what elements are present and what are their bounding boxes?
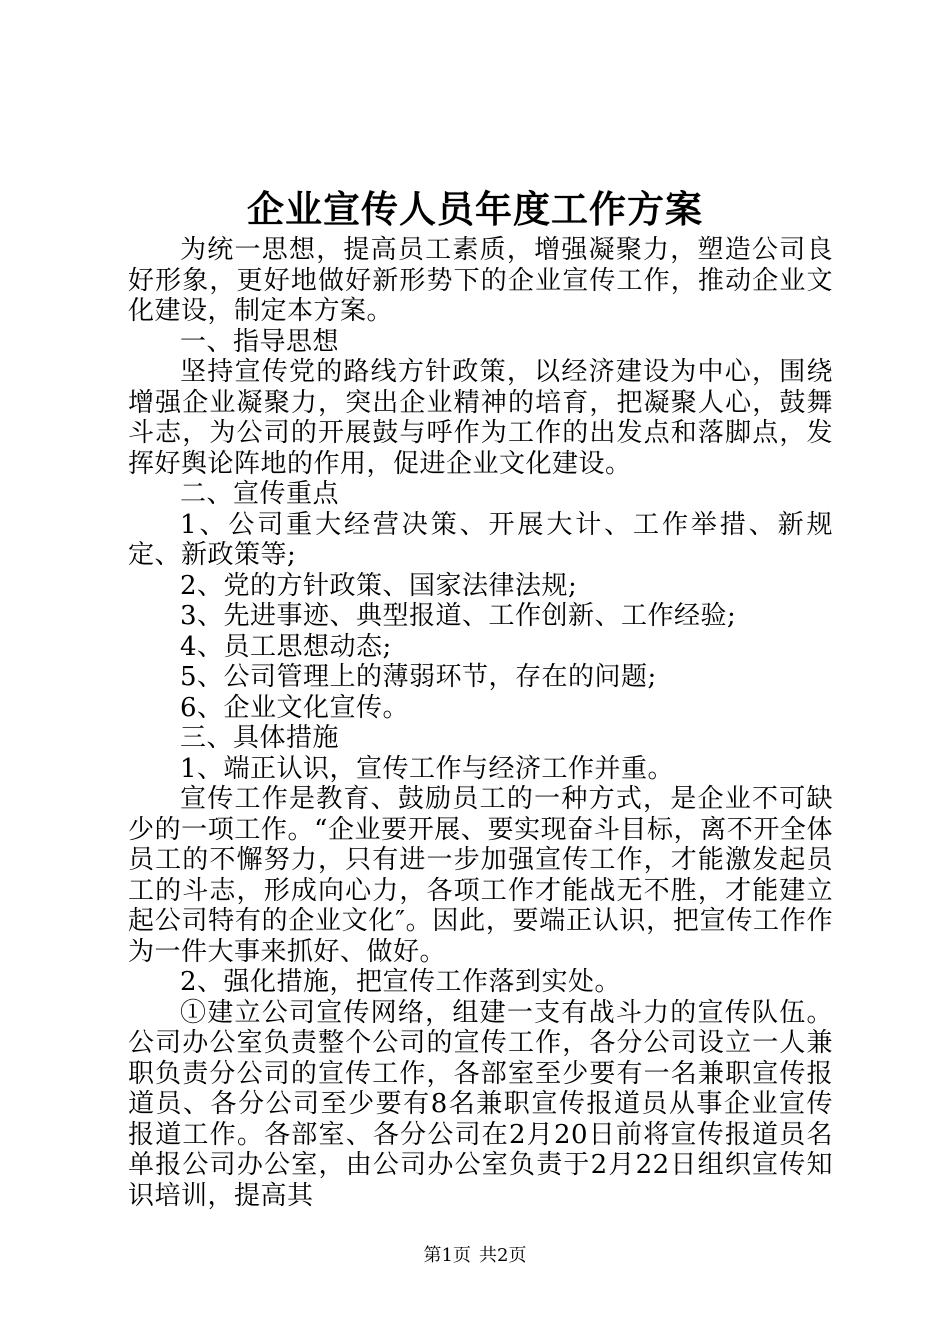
intro-paragraph: 为统一思想，提高员工素质，增强凝聚力，塑造公司良好形象，更好地做好新形势下的企业宣传工作，推动企业文化建设，制定本方案。 bbox=[128, 235, 833, 326]
measure-1-heading: 1、端正认识，宣传工作与经济工作并重。 bbox=[180, 753, 675, 784]
measure-2-paragraph: ①建立公司宣传网络，组建一支有战斗力的宣传队伍。公司办公室负责整个公司的宣传工作，各分公司设立一人兼职负责分公司的宣传工作，各部室至少要有一名兼职宣传报道员、各分公司至少要有8名兼职宣传报道员从事企业宣传报道工作。各部室、各分公司在2月20日前将宣传报道员名单报公司办公室，由公司办公室负责于2月22日组织宣传知识培训，提高其 bbox=[128, 997, 833, 1211]
section-heading-specific-measures: 三、具体措施 bbox=[180, 723, 340, 753]
page-footer bbox=[0, 1244, 950, 1268]
page-number: 第1页 bbox=[423, 1245, 471, 1266]
document-title: 企业宣传人员年度工作方案 bbox=[247, 187, 703, 231]
measure-2-heading: 2、强化措施，把宣传工作落到实处。 bbox=[180, 967, 622, 997]
focus-item-4: 4、员工思想动态; bbox=[180, 631, 392, 662]
guiding-ideology-paragraph: 坚持宣传党的路线方针政策，以经济建设为中心，围绕增强企业凝聚力，突出企业精神的培育，把凝聚人心，鼓舞斗志，为公司的开展鼓与呼作为工作的出发点和落脚点，发挥好舆论阵地的作用，促进企业文化建设。 bbox=[128, 357, 833, 479]
page-total: 共2页 bbox=[479, 1245, 527, 1266]
measure-1-paragraph: 宣传工作是教育、鼓励员工的一种方式，是企业不可缺少的一项工作。“企业要开展、要实现奋斗目标，离不开全体员工的不懈努力，只有进一步加强宣传工作，才能激发起员工的斗志，形成向心力，各项工作才能战无不胜，才能建立起公司特有的企业文化″。因此，要端正认识，把宣传工作作为一件大事来抓好、做好。 bbox=[128, 784, 833, 967]
focus-item-6: 6、企业文化宣传。 bbox=[180, 692, 410, 723]
focus-item-2: 2、党的方针政策、国家法律法规; bbox=[180, 570, 578, 601]
focus-item-3: 3、先进事迹、典型报道、工作创新、工作经验; bbox=[180, 601, 737, 631]
focus-item-5: 5、公司管理上的薄弱环节，存在的问题; bbox=[180, 662, 657, 692]
section-heading-guiding-ideology: 一、指导思想 bbox=[180, 326, 340, 357]
document-body bbox=[128, 235, 833, 1211]
section-heading-publicity-focus: 二、宣传重点 bbox=[180, 479, 340, 509]
focus-item-1: 1、公司重大经营决策、开展大计、工作举措、新规定、新政策等; bbox=[128, 509, 833, 570]
